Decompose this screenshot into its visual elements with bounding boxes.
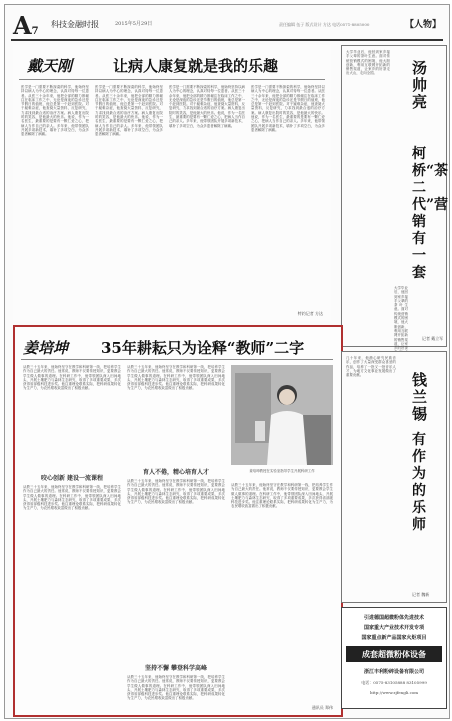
article-title: 有作为的乐师 [412,432,426,533]
article-body: 医学是一门需要不断探索的科学，他始终坚持以病人为中心的理念，认真对待每一位患者。从医三十余年来，他把全部的精力都倾注在临床工作之中，无论是深夜的急诊还是节假日的值班，他总是第一个赶到医院。对于疑难杂症，他查阅大量资料，反复研究，力求找到最合适的治疗方案。病人康复出院时的笑容，是他最大的快乐。他说，作为一名医生，最重要的是要有一颗仁爱之心，把病人当作自己的亲人。多年来，他带领团队开展多项新技术，填补了多项空白，为众多患者解除了病痛。 [95,85,163,137]
photo-caption: 姜培坤教授在实验室指导学生开展科研工作 [249,469,315,473]
newspaper-page [4,4,450,719]
article-qian-lanxi [341,351,447,603]
article-body: 医学是一门需要不断探索的科学，他始终坚持以病人为中心的理念，认真对待每一位患者。从医三十余年来，他把全部的精力都倾注在临床工作之中，无论是深夜的急诊还是节假日的值班，他总是第一个赶到医院。对于疑难杂症，他查阅大量资料，反复研究，力求找到最合适的治疗方案。病人康复出院时的笑容，是他最大的快乐。他说，作为一名医生，最重要的是要有一颗仁爱之心，把病人当作自己的亲人。多年来，他带领团队开展多项新技术，填补了多项空白，为众多患者解除了病痛。 [21,85,89,137]
article-person-name: 戴天刚 [27,57,73,75]
article-person-name: 钱兰锡 [412,371,428,423]
byline: 记者 魏新 [412,592,430,597]
ad-company: 浙江丰利粉碎设备有限公司 [363,669,424,675]
byline: 特约记者 方达 [297,311,323,316]
section-label: 【人物】 [404,20,441,30]
article-body: 大学毕业后，他回到家乡接手父辈的茶叶生意。面对传统营销模式的困境，他大胆创新，利用互联网开拓新的销售渠道，让家乡的好茶走出大山，走向全国。 [346,50,390,76]
page-number: A7 [13,11,39,40]
ad-line: 引进德国超微粉体先进技术 [363,615,424,621]
page-header [11,13,443,41]
photo-illustration [231,365,333,465]
article-title: 柯桥“茶二代”营销有一套 [412,146,449,281]
article-body: 从教三十五年来，他始终坚守在教学和科研第一线，把培养学生作为自己最大的责任。他常说，教师不仅要传授知识，更要教会学生做人做事的道理。在科研工作中，他带领团队深入田间地头，开展土壤肥力与森林生态研究，取得了多项重要成果，多次获得省部级科技进步奖。他注重理论联系实际，把科研成果转化为生产力，为农民增收致富做出了积极贡献。 [127,365,225,391]
article-person-name: 汤帅亮 [412,59,428,111]
teacher-photo [231,365,333,465]
ad-line: 国家重点新产品国家火炬项目 [361,635,427,641]
divider [21,359,333,360]
article-body: 几十年来，他潜心研究民族音乐，创作了大量深受群众喜爱的作品，培养了一批又一批音乐人才，为地方文化事业发展做出了重要贡献。 [346,356,396,378]
editor-info: 责任编辑 伍子 版式设计 方达 电话0571-8805000 [279,22,370,27]
issue-date: 2015年5月29日 [115,21,153,27]
article-body: 从教三十五年来，他始终坚守在教学和科研第一线，把培养学生作为自己最大的责任。他常说，教师不仅要传授知识，更要教会学生做人做事的道理。在科研工作中，他带领团队深入田间地头，开展土壤肥力与森林生态研究，取得了多项重要成果，多次获得省部级科技进步奖。他注重理论联系实际，把科研成果转化为生产力，为农民增收致富做出了积极贡献。 [23,365,121,391]
article-tang-shuailiang [341,45,449,351]
article-person-name: 姜培坤 [23,339,69,357]
divider [19,79,325,80]
article-body: 大学毕业后，他回到家乡接手父辈的茶叶生意。面对传统营销模式的困境，他大胆创新，利用互联网开拓新的销售渠道，让家乡的好茶 [394,286,408,351]
article-subheading: 咬心创新 建设一流课程 [40,475,104,482]
article-title: 让病人康复就是我的乐趣 [113,57,279,75]
article-body: 医学是一门需要不断探索的科学，他始终坚持以病人为中心的理念，认真对待每一位患者。从医三十余年来，他把全部的精力都倾注在临床工作之中，无论是深夜的急诊还是节假日的值班，他总是第一个赶到医院。对于疑难杂症，他查阅大量资料，反复研究，力求找到最合适的治疗方案。病人康复出院时的笑容，是他最大的快乐。他说，作为一名医生，最重要的是要有一颗仁爱之心，把病人当作自己的亲人。多年来，他带领团队开展多项新技术，填补了多项空白，为众多患者解除了病痛。 [251,85,325,132]
ad-banner: 成套超微粉体设备 [346,646,442,662]
ad-phone: 电话：0575-83105888 83105999 [361,680,427,685]
article-subheading: 育人不倦，精心培育人才 [142,469,209,476]
byline: 通讯员 郑伟 [311,705,333,710]
article-dai-tiangang [13,45,331,321]
article-subheading: 坚持不懈 攀登科学高峰 [144,665,208,672]
article-body: 医学是一门需要不断探索的科学，他始终坚持以病人为中心的理念，认真对待每一位患者。从医三十余年来，他把全部的精力都倾注在临床工作之中，无论是深夜的急诊还是节假日的值班，他总是第一个赶到医院。对于疑难杂症，他查阅大量资料，反复研究，力求找到最合适的治疗方案。病人康复出院时的笑容，是他最大的快乐。他说，作为一名医生，最重要的是要有一颗仁爱之心，把病人当作自己的亲人。多年来，他带领团队开展多项新技术，填补了多项空白，为众多患者解除了病痛。 [169,85,245,128]
advertisement [341,607,447,709]
article-body: 从教三十五年来，他始终坚守在教学和科研第一线，把培养学生作为自己最大的责任。他常说，教师不仅要传授知识，更要教会学生做人做事的道理。在科研工作中，他带领团队深入田间地头，开展土壤肥力与森林生态研究，取得了多项重要成果，多次获得省部级科技进步奖。他注重理论联系实际，把科研成果转化为生产力，为农民增收致富做出了积极贡献。 [127,675,225,701]
ad-line: 国家重大产业技术开发专项 [363,625,424,631]
byline: 记者 戴立军 [422,336,444,341]
article-jiang-peikun [13,325,343,717]
paper-name: 科技金融时报 [51,20,99,29]
article-body: 从教三十五年来，他始终坚守在教学和科研第一线，把培养学生作为自己最大的责任。他常说，教师不仅要传授知识，更要教会学生做人做事的道理。在科研工作中，他带领团队深入田间地头，开展土壤肥力与森林生态研究，取得了多项重要成果，多次获得省部级科技进步奖。他注重理论联系实际，把科研成果转化为生产力，为农民增收致富做出了积极贡献。 [231,483,333,509]
ad-website: http://www.zjfengli.com [369,690,419,695]
article-title: 35年耕耘只为诠释“教师”二字 [101,339,305,357]
article-body: 从教三十五年来，他始终坚守在教学和科研第一线，把培养学生作为自己最大的责任。他常说，教师不仅要传授知识，更要教会学生做人做事的道理。在科研工作中，他带领团队深入田间地头，开展土壤肥力与森林生态研究，取得了多项重要成果，多次获得省部级科技进步奖。他注重理论联系实际，把科研成果转化为生产力，为农民增收致富做出了积极贡献。 [23,485,121,511]
article-body: 从教三十五年来，他始终坚守在教学和科研第一线，把培养学生作为自己最大的责任。他常说，教师不仅要传授知识，更要教会学生做人做事的道理。在科研工作中，他带领团队深入田间地头，开展土壤肥力与森林生态研究，取得了多项重要成果，多次获得省部级科技进步奖。他注重理论联系实际，把科研成果转化为生产力，为农民增收致富做出了积极贡献。 [127,479,225,505]
